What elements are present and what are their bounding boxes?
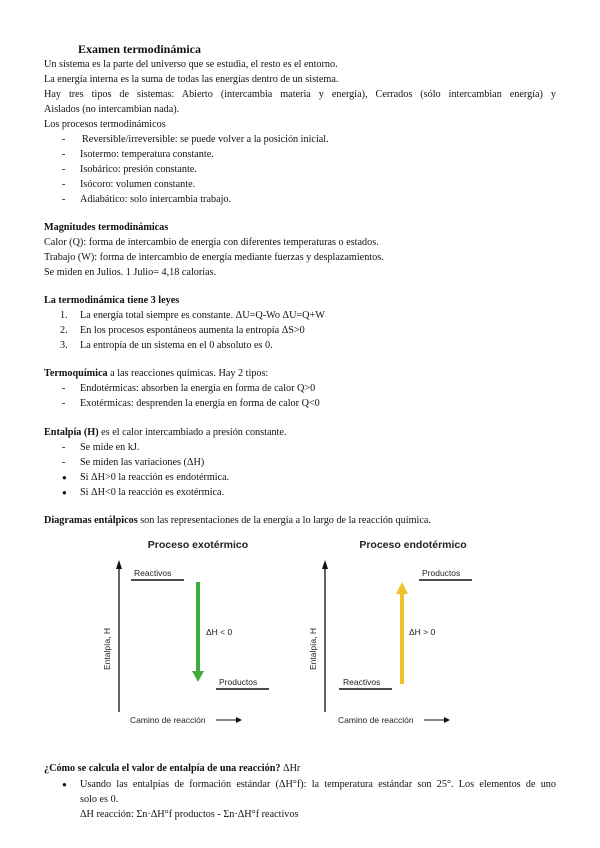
endothermic-diagram [296,532,506,734]
calc-heading: ¿Cómo se calcula el valor de entalpía de una reacción? [44,763,281,774]
endo-arrowhead-icon [396,582,408,594]
enthalpy-line [44,426,286,440]
list-item: Se mide en kJ. [80,442,140,453]
endo-x-arrowhead-icon [444,717,450,723]
list-item: Adiabático: solo intercambia trabajo. [80,194,232,205]
bullet-icon: ● [62,488,67,497]
list-item: Isotermo: temperatura constante. [80,149,214,160]
law-item: En los procesos espontáneos aumenta la entropía ΔS>0 [80,325,305,336]
magnitudes-heading: Magnitudes termodinámicas [44,222,169,233]
list-item: Se miden las variaciones (ΔH) [80,457,205,468]
diagrams-heading: Diagramas entálpicos [44,515,138,526]
list-item: Si ΔH>0 la reacción es endotérmica. [80,472,230,483]
thermochem-line [44,367,268,381]
endo-title: Proceso endotérmico [359,539,467,551]
endo-delta-label: ΔH > 0 [409,627,436,637]
list-item: Isobárico: presión constante. [80,164,197,175]
endo-xlabel: Camino de reacción [338,715,414,725]
magnitudes-line-1: Calor (Q): forma de intercambio de energía con diferentes temperaturas o estados. [44,237,379,248]
laws-heading: La termodinámica tiene 3 leyes [44,295,180,306]
law-number: 1. [60,310,68,321]
list-item: Endotérmicas: absorben la energía en forma de calor Q>0 [80,383,316,394]
exo-title: Proceso exotérmico [147,539,249,551]
list-dash: - [62,179,66,190]
calc-heading-tail: ΔHr [280,763,301,774]
bullet-icon: ● [62,473,67,482]
endo-top-label: Productos [422,568,461,578]
list-item: Isócoro: volumen constante. [80,179,196,190]
calc-line [44,762,300,776]
magnitudes-line-2: Trabajo (W): forma de intercambio de energía mediante fuerzas y desplazamientos. [44,252,384,263]
exo-xlabel: Camino de reacción [130,715,206,725]
law-item: La energía total siempre es constante. ΔU=Q-Wo ΔU=Q+W [80,310,325,321]
list-item: Exotérmicas: desprenden la energía en forma de calor Q<0 [80,398,320,409]
exo-arrowhead-icon [192,671,204,682]
page-title: Examen termodinámica [78,42,201,56]
list-dash: - [62,398,66,409]
endo-bottom-label: Reactivos [343,677,381,687]
thermochem-heading: Termoquímica [44,368,108,379]
law-item: La entropía de un sistema en el 0 absoluto es 0. [80,340,273,351]
intro-line-3: Hay tres tipos de sistemas: Abierto (intercambia materia y energía), Cerrados (sólo intercambian energía) y [44,89,556,100]
exo-x-arrowhead-icon [236,717,242,723]
list-item: Si ΔH<0 la reacción es exotérmica. [80,487,225,498]
exo-y-arrowhead-icon [116,560,122,569]
law-number: 2. [60,325,68,336]
calc-formula: ΔH reacción: Σn·ΔH°f productos - Σn·ΔH°f reactivos [80,809,299,820]
list-dash: - [62,442,66,453]
list-dash: - [62,194,66,205]
exo-ylabel: Entalpía, H [102,627,112,670]
diagrams-text: son las representaciones de la energía a lo largo de la reacción química. [137,515,431,526]
list-dash: - [62,457,66,468]
intro-line-5: Los procesos termodinámicos [44,119,166,130]
enthalpy-heading: Entalpía (H) [44,427,99,438]
exo-delta-label: ΔH < 0 [206,627,233,637]
thermochem-text: a las reacciones químicas. Hay 2 tipos: [107,368,269,379]
endo-y-arrowhead-icon [322,560,328,569]
law-number: 3. [60,340,68,351]
intro-line-4: Aislados (no intercambian nada). [44,104,180,115]
calc-bullet-line-1: Usando las entalpías de formación estándar (ΔH°f): la temperatura estándar son 25°. Los elementos de uno [80,779,556,790]
intro-line-2: La energía interna es la suma de todas las energías dentro de un sistema. [44,74,339,85]
diagrams-line [44,514,431,528]
calc-bullet-line-2: solo es 0. [80,794,119,805]
list-dash: - [62,134,66,145]
exothermic-diagram [86,532,286,734]
intro-line-1: Un sistema es la parte del universo que se estudia, el resto es el entorno. [44,59,338,70]
list-dash: - [62,149,66,160]
list-dash: - [62,383,66,394]
exo-bottom-label: Productos [219,677,258,687]
list-item: Reversible/irreversible: se puede volver a la posición inicial. [82,134,329,145]
magnitudes-line-3: Se miden en Julios. 1 Julio= 4,18 calorías. [44,267,217,278]
list-dash: - [62,164,66,175]
exo-top-label: Reactivos [134,568,172,578]
bullet-icon: ● [62,780,67,789]
endo-ylabel: Entalpía, H [308,627,318,670]
enthalpy-text: es el calor intercambiado a presión constante. [98,427,287,438]
